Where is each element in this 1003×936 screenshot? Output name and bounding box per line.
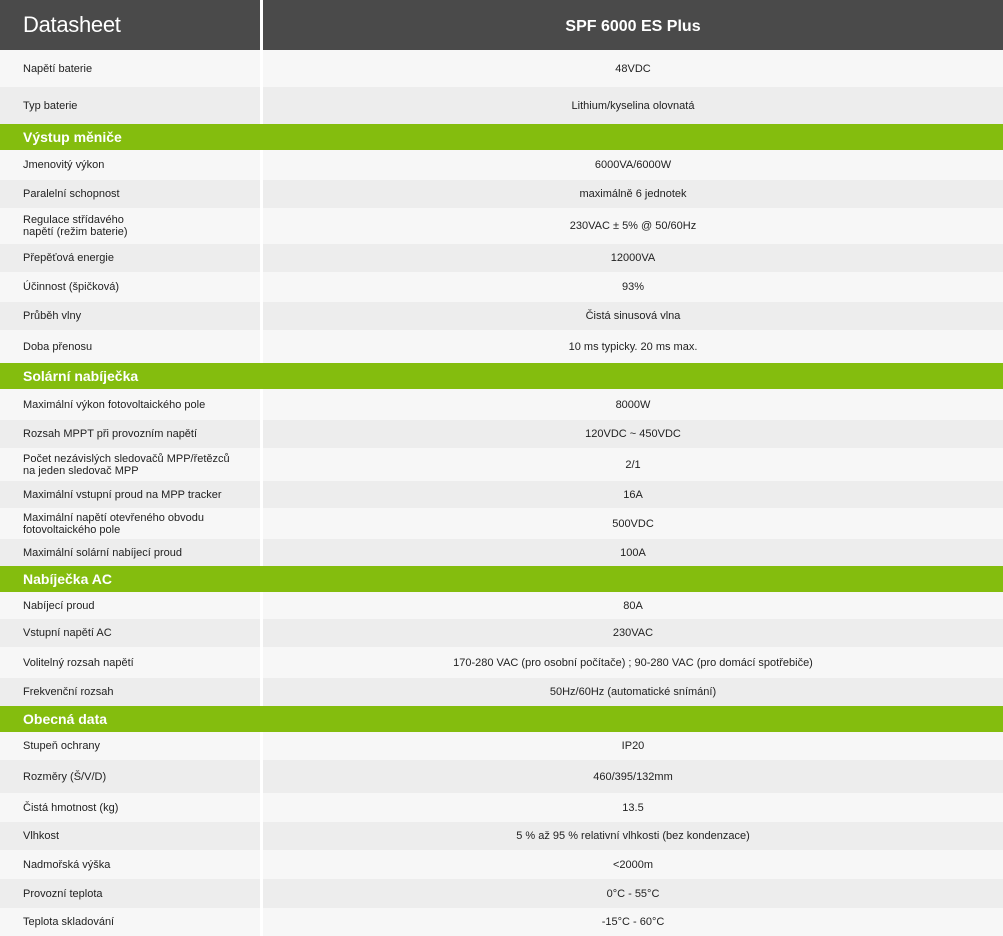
spec-label: Nadmořská výška bbox=[23, 858, 111, 871]
spec-value: 5 % až 95 % relativní vlhkosti (bez kondenzace) bbox=[516, 830, 750, 842]
spec-row bbox=[0, 244, 1003, 272]
spec-row bbox=[0, 481, 1003, 508]
spec-row bbox=[0, 208, 1003, 244]
spec-label: Maximální napětí otevřeného obvodu fotovoltaického pole bbox=[23, 511, 205, 536]
spec-row bbox=[0, 330, 1003, 363]
spec-value: 6000VA/6000W bbox=[594, 159, 672, 171]
spec-value: 2/1 bbox=[625, 458, 641, 471]
spec-label: Účinnost (špičková) bbox=[23, 281, 119, 293]
spec-row bbox=[0, 908, 1003, 936]
spec-value: 93% bbox=[621, 281, 645, 293]
spec-label: Typ baterie bbox=[23, 99, 78, 112]
spec-label: Počet nezávislých sledovačů MPP/řetězců na jeden sledovač MPP bbox=[23, 452, 230, 477]
spec-value: 16A bbox=[623, 488, 643, 501]
spec-value: Lithium/kyselina olovnatá bbox=[571, 99, 695, 112]
spec-row bbox=[0, 302, 1003, 330]
spec-row bbox=[0, 678, 1003, 706]
spec-label: Jmenovitý výkon bbox=[23, 159, 105, 171]
spec-row bbox=[0, 732, 1003, 760]
datasheet-title: Datasheet bbox=[23, 12, 121, 37]
spec-value: Čistá sinusová vlna bbox=[585, 310, 681, 322]
spec-label: Paralelní schopnost bbox=[23, 188, 120, 200]
spec-label: Frekvenční rozsah bbox=[23, 686, 114, 698]
spec-label: Stupeň ochrany bbox=[23, 740, 101, 752]
spec-row bbox=[0, 50, 1003, 87]
spec-label: Doba přenosu bbox=[23, 340, 93, 353]
section-header: Výstup měniče bbox=[0, 124, 1003, 150]
spec-label: Maximální výkon fotovoltaického pole bbox=[23, 398, 206, 411]
spec-row bbox=[0, 87, 1003, 124]
spec-value: -15°C - 60°C bbox=[601, 916, 665, 928]
spec-label: Maximální solární nabíjecí proud bbox=[23, 546, 182, 559]
spec-value: 230VAC bbox=[612, 627, 654, 639]
spec-row bbox=[0, 448, 1003, 481]
spec-value: 50Hz/60Hz (automatické snímání) bbox=[549, 686, 717, 698]
section-header: Nabíječka AC bbox=[0, 566, 1003, 592]
spec-row bbox=[0, 420, 1003, 448]
spec-label: Rozsah MPPT při provozním napětí bbox=[23, 428, 198, 440]
spec-value: 8000W bbox=[615, 398, 651, 411]
spec-row bbox=[0, 850, 1003, 879]
spec-row bbox=[0, 539, 1003, 566]
spec-label: Čistá hmotnost (kg) bbox=[23, 801, 119, 814]
spec-row bbox=[0, 389, 1003, 420]
datasheet-header bbox=[0, 0, 1003, 50]
spec-label: Vlhkost bbox=[23, 830, 60, 842]
spec-row bbox=[0, 822, 1003, 850]
spec-label: Provozní teplota bbox=[23, 887, 103, 900]
spec-value: maximálně 6 jednotek bbox=[579, 188, 687, 200]
section-header: Solární nabíječka bbox=[0, 363, 1003, 389]
spec-label: Přepěťová energie bbox=[23, 252, 114, 264]
spec-label: Vstupní napětí AC bbox=[23, 627, 112, 639]
spec-row bbox=[0, 180, 1003, 208]
spec-value: 0°C - 55°C bbox=[606, 887, 660, 900]
spec-label: Maximální vstupní proud na MPP tracker bbox=[23, 488, 222, 501]
spec-label: Průběh vlny bbox=[23, 310, 82, 322]
spec-value: 10 ms typicky. 20 ms max. bbox=[568, 340, 698, 353]
model-name: SPF 6000 ES Plus bbox=[565, 18, 701, 35]
section-header: Obecná data bbox=[0, 706, 1003, 732]
spec-value: <2000m bbox=[612, 858, 654, 871]
spec-label: Regulace střídavého napětí (režim baterie) bbox=[23, 214, 128, 238]
spec-row bbox=[0, 760, 1003, 793]
spec-label: Rozměry (Š/V/D) bbox=[23, 770, 107, 783]
spec-value: 48VDC bbox=[615, 62, 651, 75]
spec-value: 120VDC ~ 450VDC bbox=[585, 428, 681, 440]
spec-row bbox=[0, 272, 1003, 302]
spec-row bbox=[0, 592, 1003, 619]
spec-value: 13.5 bbox=[622, 801, 644, 814]
spec-label: Napětí baterie bbox=[23, 62, 93, 75]
spec-value: IP20 bbox=[621, 740, 645, 752]
spec-value: 230VAC ± 5% @ 50/60Hz bbox=[569, 220, 697, 232]
spec-label: Nabíjecí proud bbox=[23, 599, 95, 612]
spec-row bbox=[0, 150, 1003, 180]
spec-value: 500VDC bbox=[612, 517, 654, 530]
spec-label: Volitelný rozsah napětí bbox=[23, 656, 134, 669]
spec-row bbox=[0, 793, 1003, 822]
spec-value: 170-280 VAC (pro osobní počítače) ; 90-280 VAC (pro domácí spotřebiče) bbox=[453, 656, 813, 669]
spec-value: 100A bbox=[620, 546, 646, 559]
spec-row bbox=[0, 619, 1003, 647]
spec-row bbox=[0, 508, 1003, 539]
spec-value: 80A bbox=[623, 599, 643, 612]
spec-row bbox=[0, 647, 1003, 678]
spec-label: Teplota skladování bbox=[23, 916, 115, 928]
spec-value: 460/395/132mm bbox=[593, 770, 673, 783]
spec-value: 12000VA bbox=[610, 252, 656, 264]
spec-row bbox=[0, 879, 1003, 908]
